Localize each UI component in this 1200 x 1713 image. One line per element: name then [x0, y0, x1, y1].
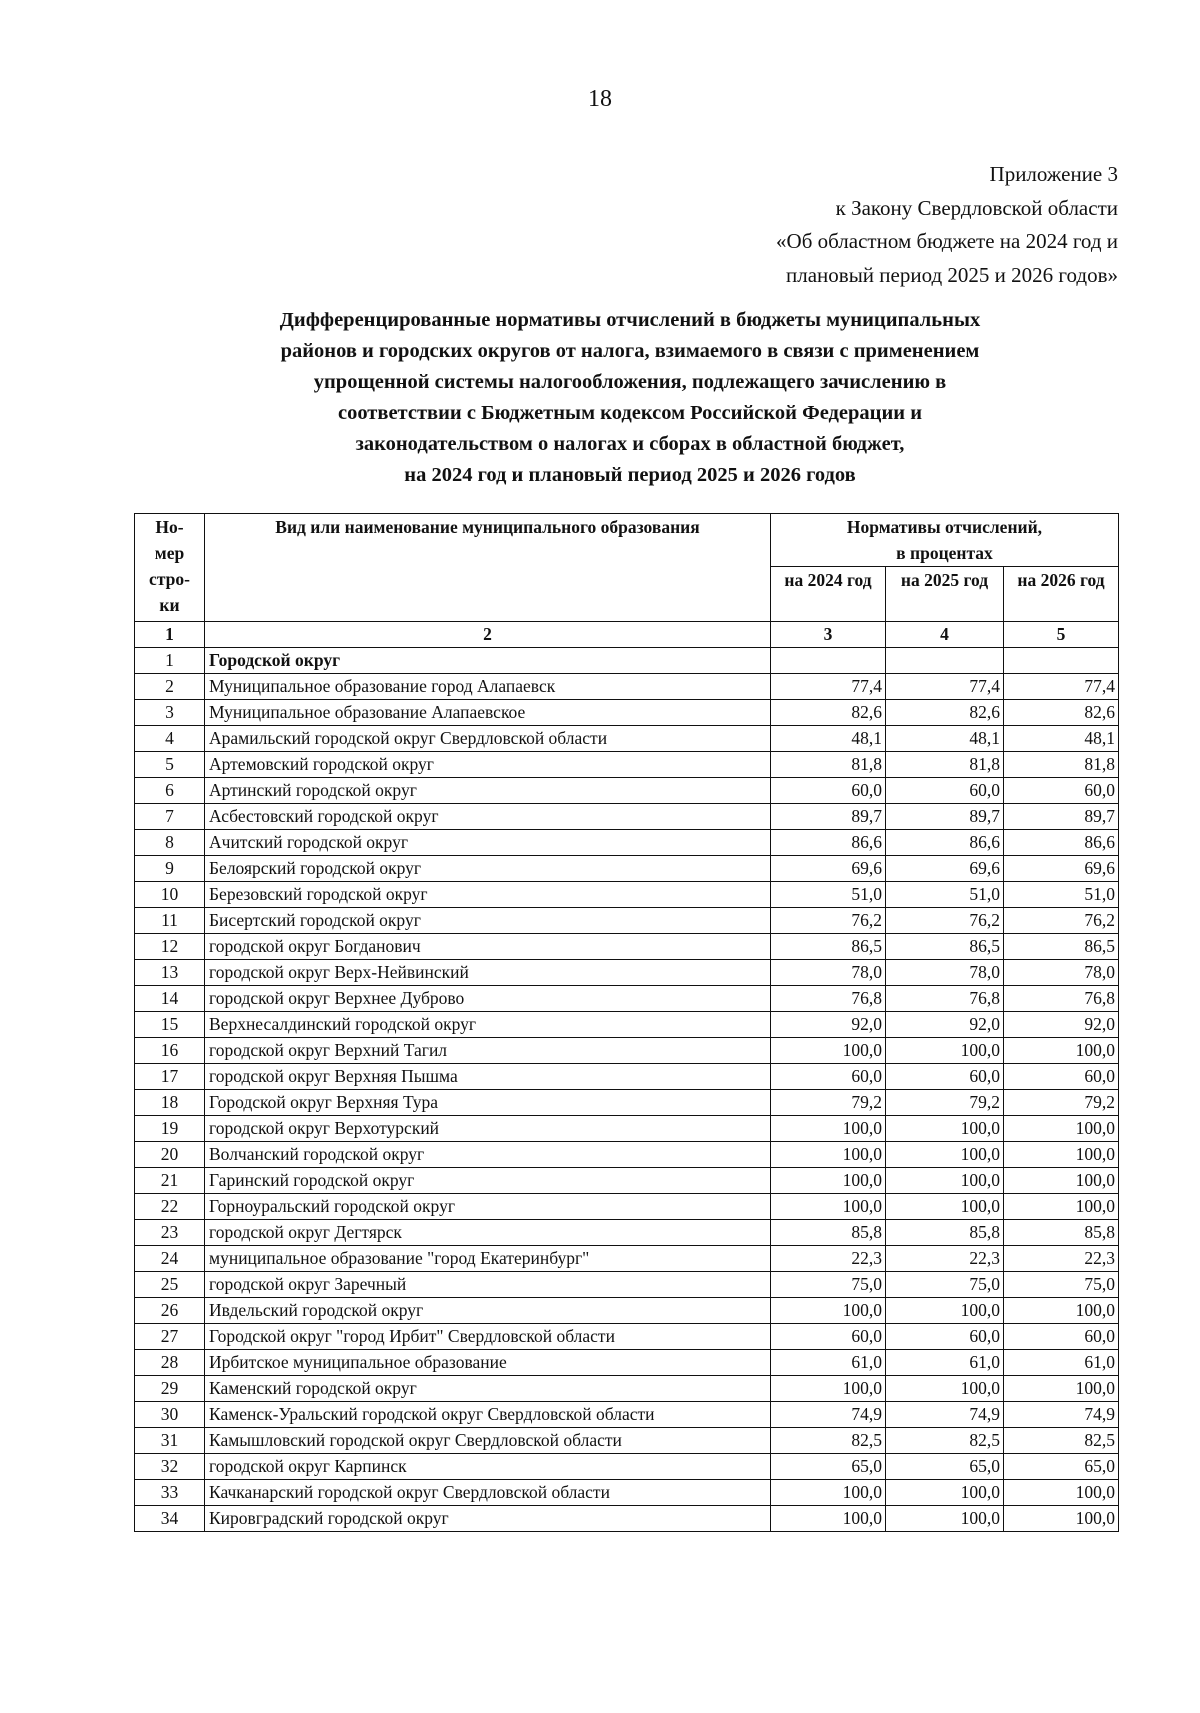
- row-number: 12: [135, 934, 205, 960]
- appendix-reference: [776, 158, 1118, 292]
- norm-2026: 51,0: [1004, 882, 1119, 908]
- municipality-name: Ачитский городской округ: [205, 830, 771, 856]
- municipality-name: Каменский городской округ: [205, 1376, 771, 1402]
- norm-2026: 81,8: [1004, 752, 1119, 778]
- column-number: 2: [205, 622, 771, 648]
- row-number: 23: [135, 1220, 205, 1246]
- table-row: [135, 1480, 1119, 1506]
- table-body: [135, 648, 1119, 1532]
- appendix-line: Приложение 3: [989, 162, 1118, 186]
- table-row: [135, 804, 1119, 830]
- norm-2024: 100,0: [771, 1168, 886, 1194]
- municipality-name: городской округ Карпинск: [205, 1454, 771, 1480]
- norm-2024: 78,0: [771, 960, 886, 986]
- norm-2026: 82,5: [1004, 1428, 1119, 1454]
- norm-2025: 100,0: [886, 1194, 1004, 1220]
- header-text: в процентах: [896, 543, 993, 563]
- norms-table: [134, 513, 1119, 1532]
- norm-2025: 100,0: [886, 1116, 1004, 1142]
- table-row: [135, 830, 1119, 856]
- row-number: 16: [135, 1038, 205, 1064]
- norm-2026: 82,6: [1004, 700, 1119, 726]
- row-number: 10: [135, 882, 205, 908]
- norm-2024: 65,0: [771, 1454, 886, 1480]
- table-row: [135, 1324, 1119, 1350]
- row-number: 1: [135, 648, 205, 674]
- table-row: [135, 1090, 1119, 1116]
- norm-2025: 92,0: [886, 1012, 1004, 1038]
- norm-2025: 86,6: [886, 830, 1004, 856]
- norm-2026: 60,0: [1004, 1324, 1119, 1350]
- municipality-name: Волчанский городской округ: [205, 1142, 771, 1168]
- row-number: 3: [135, 700, 205, 726]
- norm-2026: 100,0: [1004, 1038, 1119, 1064]
- municipality-name: Артемовский городской округ: [205, 752, 771, 778]
- table-row: [135, 882, 1119, 908]
- norm-2024: 86,5: [771, 934, 886, 960]
- norm-2026: 60,0: [1004, 778, 1119, 804]
- norm-2026: 100,0: [1004, 1116, 1119, 1142]
- row-number: 24: [135, 1246, 205, 1272]
- table-row: [135, 648, 1119, 674]
- appendix-line: к Закону Свердловской области: [835, 195, 1118, 220]
- title-line: законодательством о налогах и сборах в областной бюджет,: [355, 433, 905, 455]
- norm-2025: 100,0: [886, 1506, 1004, 1532]
- municipality-name: Гаринский городской округ: [205, 1168, 771, 1194]
- norm-2025: 51,0: [886, 882, 1004, 908]
- norm-2024: 82,5: [771, 1428, 886, 1454]
- municipality-name: Артинский городской округ: [205, 778, 771, 804]
- municipality-name: Городской округ "город Ирбит" Свердловской области: [205, 1324, 771, 1350]
- row-number: 19: [135, 1116, 205, 1142]
- norm-2025: 74,9: [886, 1402, 1004, 1428]
- norm-2026: 48,1: [1004, 726, 1119, 752]
- row-number: 33: [135, 1480, 205, 1506]
- table-row: [135, 934, 1119, 960]
- norm-2025: 75,0: [886, 1272, 1004, 1298]
- norm-2026: 100,0: [1004, 1480, 1119, 1506]
- norm-2025: 76,8: [886, 986, 1004, 1012]
- norm-2026: 86,6: [1004, 830, 1119, 856]
- municipality-name: городской округ Богданович: [205, 934, 771, 960]
- norm-2025: 100,0: [886, 1142, 1004, 1168]
- table-row: [135, 1142, 1119, 1168]
- municipality-name: городской округ Заречный: [205, 1272, 771, 1298]
- norm-2025: 85,8: [886, 1220, 1004, 1246]
- municipality-name: Муниципальное образование город Алапаевск: [205, 674, 771, 700]
- norm-2024: 51,0: [771, 882, 886, 908]
- norm-2025: 82,5: [886, 1428, 1004, 1454]
- row-number: 29: [135, 1376, 205, 1402]
- municipality-name: Ивдельский городской округ: [205, 1298, 771, 1324]
- row-number: 11: [135, 908, 205, 934]
- title-line: Дифференцированные нормативы отчислений в бюджеты муниципальных: [279, 309, 981, 331]
- norm-2026: 79,2: [1004, 1090, 1119, 1116]
- row-number: 4: [135, 726, 205, 752]
- municipality-name: городской округ Верхняя Пышма: [205, 1064, 771, 1090]
- norm-2026: 61,0: [1004, 1350, 1119, 1376]
- norm-2024: 86,6: [771, 830, 886, 856]
- norm-2025: 100,0: [886, 1480, 1004, 1506]
- norm-2025: 100,0: [886, 1376, 1004, 1402]
- norm-2024: 77,4: [771, 674, 886, 700]
- column-number: 3: [771, 622, 886, 648]
- norm-2025: 100,0: [886, 1298, 1004, 1324]
- municipality-name: городской округ Верхний Тагил: [205, 1038, 771, 1064]
- row-number: 2: [135, 674, 205, 700]
- municipality-name: городской округ Верх-Нейвинский: [205, 960, 771, 986]
- table-row: [135, 1298, 1119, 1324]
- norm-2025: 76,2: [886, 908, 1004, 934]
- norm-2026: 69,6: [1004, 856, 1119, 882]
- table-row: [135, 1064, 1119, 1090]
- norm-2026: 22,3: [1004, 1246, 1119, 1272]
- norm-2026: [1004, 648, 1119, 674]
- norm-2024: 100,0: [771, 1194, 886, 1220]
- norm-2025: 65,0: [886, 1454, 1004, 1480]
- norm-2024: 100,0: [771, 1038, 886, 1064]
- table-row: [135, 856, 1119, 882]
- table-row: [135, 1246, 1119, 1272]
- norm-2024: 74,9: [771, 1402, 886, 1428]
- norm-2026: 75,0: [1004, 1272, 1119, 1298]
- table-row: [135, 726, 1119, 752]
- norm-2024: [771, 648, 886, 674]
- header-text: Но-: [155, 517, 184, 537]
- norm-2024: 60,0: [771, 1324, 886, 1350]
- norm-2025: 60,0: [886, 778, 1004, 804]
- row-number: 28: [135, 1350, 205, 1376]
- municipality-name: Городской округ Верхняя Тура: [205, 1090, 771, 1116]
- norm-2024: 100,0: [771, 1376, 886, 1402]
- norm-2024: 75,0: [771, 1272, 886, 1298]
- table-row: [135, 960, 1119, 986]
- header-year-2026: на 2026 год: [1004, 567, 1119, 622]
- municipality-name: Арамильский городской округ Свердловской области: [205, 726, 771, 752]
- row-number: 26: [135, 1298, 205, 1324]
- norm-2026: 89,7: [1004, 804, 1119, 830]
- norm-2025: 89,7: [886, 804, 1004, 830]
- row-number: 14: [135, 986, 205, 1012]
- header-text: стро-: [149, 569, 190, 589]
- header-norms: [771, 514, 1119, 567]
- norm-2024: 100,0: [771, 1480, 886, 1506]
- table-row: [135, 1194, 1119, 1220]
- norm-2026: 78,0: [1004, 960, 1119, 986]
- norm-2024: 89,7: [771, 804, 886, 830]
- table-row: [135, 1454, 1119, 1480]
- column-number-row: [135, 622, 1119, 648]
- norm-2024: 76,8: [771, 986, 886, 1012]
- title-line: районов и городских округов от налога, взимаемого в связи с применением: [280, 340, 980, 362]
- norm-2024: 69,6: [771, 856, 886, 882]
- table-row: [135, 1506, 1119, 1532]
- row-number: 30: [135, 1402, 205, 1428]
- norm-2025: 22,3: [886, 1246, 1004, 1272]
- norm-2025: 81,8: [886, 752, 1004, 778]
- table-row: [135, 1038, 1119, 1064]
- norm-2024: 61,0: [771, 1350, 886, 1376]
- norm-2026: 100,0: [1004, 1298, 1119, 1324]
- norm-2025: [886, 648, 1004, 674]
- table-row: [135, 778, 1119, 804]
- table-row: [135, 908, 1119, 934]
- municipality-name: городской округ Верхотурский: [205, 1116, 771, 1142]
- norm-2026: 100,0: [1004, 1506, 1119, 1532]
- header-year-2024: на 2024 год: [771, 567, 886, 622]
- table-row: [135, 752, 1119, 778]
- row-number: 21: [135, 1168, 205, 1194]
- norm-2025: 79,2: [886, 1090, 1004, 1116]
- municipality-name: городской округ Верхнее Дуброво: [205, 986, 771, 1012]
- norm-2025: 100,0: [886, 1168, 1004, 1194]
- title-line: упрощенной системы налогообложения, подлежащего зачислению в: [313, 371, 947, 393]
- norm-2024: 82,6: [771, 700, 886, 726]
- row-number: 20: [135, 1142, 205, 1168]
- norm-2026: 100,0: [1004, 1168, 1119, 1194]
- municipality-name: Камышловский городской округ Свердловской области: [205, 1428, 771, 1454]
- header-text: мер: [154, 543, 185, 563]
- norm-2025: 78,0: [886, 960, 1004, 986]
- row-number: 27: [135, 1324, 205, 1350]
- page-number: 18: [588, 86, 612, 112]
- title-line: соответствии с Бюджетным кодексом Российской Федерации и: [337, 402, 923, 424]
- title-line: на 2024 год и плановый период 2025 и 2026 годов: [404, 464, 856, 486]
- municipality-name: Кировградский городской округ: [205, 1506, 771, 1532]
- table-row: [135, 1350, 1119, 1376]
- municipality-name: городской округ Дегтярск: [205, 1220, 771, 1246]
- norm-2025: 60,0: [886, 1064, 1004, 1090]
- norm-2026: 65,0: [1004, 1454, 1119, 1480]
- norm-2026: 100,0: [1004, 1376, 1119, 1402]
- norm-2026: 85,8: [1004, 1220, 1119, 1246]
- norm-2024: 100,0: [771, 1142, 886, 1168]
- table-row: [135, 674, 1119, 700]
- row-number: 13: [135, 960, 205, 986]
- norm-2025: 77,4: [886, 674, 1004, 700]
- table-row: [135, 1272, 1119, 1298]
- norm-2025: 86,5: [886, 934, 1004, 960]
- norm-2026: 100,0: [1004, 1142, 1119, 1168]
- norm-2024: 100,0: [771, 1506, 886, 1532]
- column-number: 1: [135, 622, 205, 648]
- municipality-name: Верхнесалдинский городской округ: [205, 1012, 771, 1038]
- norm-2025: 100,0: [886, 1038, 1004, 1064]
- row-number: 6: [135, 778, 205, 804]
- norm-2024: 85,8: [771, 1220, 886, 1246]
- municipality-name: Горноуральский городской округ: [205, 1194, 771, 1220]
- norm-2026: 74,9: [1004, 1402, 1119, 1428]
- norm-2026: 76,2: [1004, 908, 1119, 934]
- norm-2024: 100,0: [771, 1298, 886, 1324]
- norm-2026: 86,5: [1004, 934, 1119, 960]
- norm-2024: 79,2: [771, 1090, 886, 1116]
- column-number: 5: [1004, 622, 1119, 648]
- row-number: 22: [135, 1194, 205, 1220]
- norm-2024: 81,8: [771, 752, 886, 778]
- norm-2026: 100,0: [1004, 1194, 1119, 1220]
- norm-2024: 92,0: [771, 1012, 886, 1038]
- header-text: ки: [159, 595, 180, 615]
- table-row: [135, 1168, 1119, 1194]
- table-row: [135, 986, 1119, 1012]
- municipality-name: муниципальное образование "город Екатеринбург": [205, 1246, 771, 1272]
- norm-2025: 82,6: [886, 700, 1004, 726]
- norm-2025: 48,1: [886, 726, 1004, 752]
- row-number: 34: [135, 1506, 205, 1532]
- municipality-name: Бисертский городской округ: [205, 908, 771, 934]
- table-row: [135, 1012, 1119, 1038]
- norm-2024: 60,0: [771, 1064, 886, 1090]
- norm-2024: 76,2: [771, 908, 886, 934]
- norm-2025: 61,0: [886, 1350, 1004, 1376]
- municipality-name: Качканарский городской округ Свердловской области: [205, 1480, 771, 1506]
- row-number: 18: [135, 1090, 205, 1116]
- norm-2026: 92,0: [1004, 1012, 1119, 1038]
- appendix-line: плановый период 2025 и 2026 годов»: [786, 262, 1118, 287]
- municipality-name: Муниципальное образование Алапаевское: [205, 700, 771, 726]
- table-row: [135, 700, 1119, 726]
- header-name: Вид или наименование муниципального образования: [205, 514, 771, 622]
- norm-2024: 48,1: [771, 726, 886, 752]
- norm-2024: 60,0: [771, 778, 886, 804]
- header-text: Нормативы отчислений,: [846, 517, 1043, 537]
- table-row: [135, 1116, 1119, 1142]
- municipality-name: Березовский городской округ: [205, 882, 771, 908]
- norm-2026: 60,0: [1004, 1064, 1119, 1090]
- norm-2025: 69,6: [886, 856, 1004, 882]
- norm-2026: 77,4: [1004, 674, 1119, 700]
- table-row: [135, 1428, 1119, 1454]
- table-row: [135, 1376, 1119, 1402]
- norm-2024: 100,0: [771, 1116, 886, 1142]
- municipality-name: Каменск-Уральский городской округ Свердловской области: [205, 1402, 771, 1428]
- column-number: 4: [886, 622, 1004, 648]
- appendix-line: «Об областном бюджете на 2024 год и: [776, 229, 1118, 253]
- municipality-name: Ирбитское муниципальное образование: [205, 1350, 771, 1376]
- row-number: 17: [135, 1064, 205, 1090]
- row-number: 8: [135, 830, 205, 856]
- norm-2025: 60,0: [886, 1324, 1004, 1350]
- row-number: 7: [135, 804, 205, 830]
- row-number: 25: [135, 1272, 205, 1298]
- header-year-2025: на 2025 год: [886, 567, 1004, 622]
- document-title: [170, 305, 1090, 491]
- header-row-number: [135, 514, 205, 622]
- row-number: 9: [135, 856, 205, 882]
- table-row: [135, 1402, 1119, 1428]
- row-number: 32: [135, 1454, 205, 1480]
- table-row: [135, 1220, 1119, 1246]
- municipality-name: Асбестовский городской округ: [205, 804, 771, 830]
- row-number: 15: [135, 1012, 205, 1038]
- municipality-name: Белоярский городской округ: [205, 856, 771, 882]
- norm-2024: 22,3: [771, 1246, 886, 1272]
- norm-2026: 76,8: [1004, 986, 1119, 1012]
- row-number: 5: [135, 752, 205, 778]
- row-number: 31: [135, 1428, 205, 1454]
- municipality-name: Городской округ: [205, 648, 771, 674]
